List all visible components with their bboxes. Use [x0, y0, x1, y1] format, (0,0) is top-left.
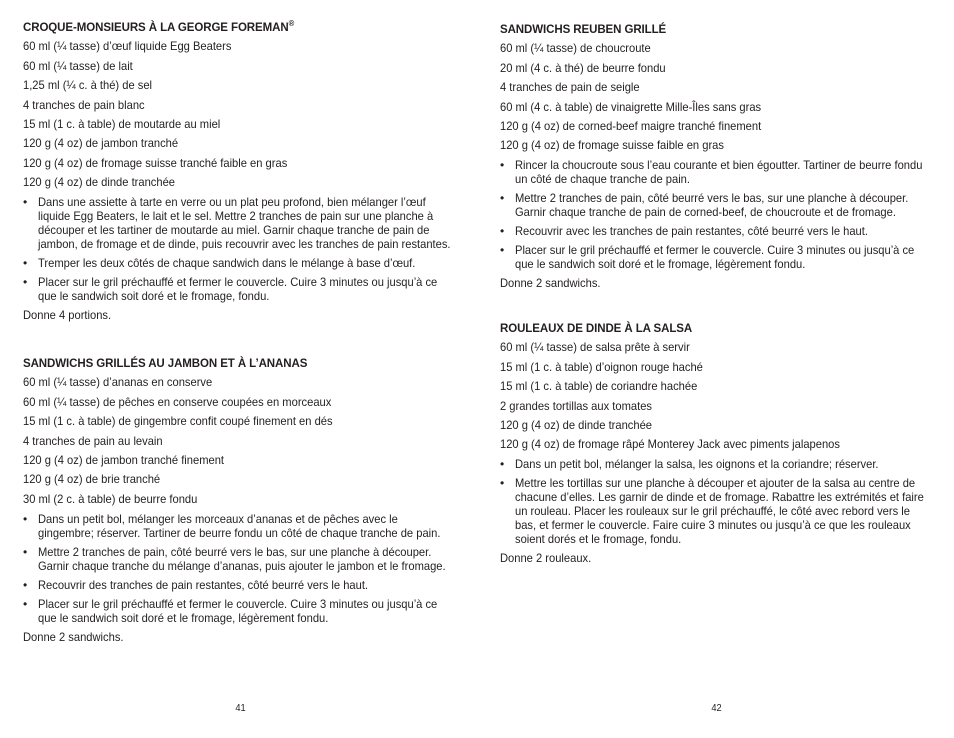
bullet-icon: • — [23, 596, 28, 611]
ingredient: 60 ml (¼ tasse) de pêches en conserve coupées en morceaux — [23, 394, 332, 409]
page-number-right: 42 — [711, 703, 722, 714]
ingredient: 120 g (4 oz) de fromage suisse tranché faible en gras — [23, 155, 288, 170]
bullet-icon: • — [23, 195, 28, 210]
left-page — [23, 0, 455, 738]
ingredient: 120 g (4 oz) de fromage suisse faible en gras — [500, 138, 724, 153]
recipe-title: CROQUE-MONSIEURS À LA GEORGE FOREMAN® — [23, 19, 295, 34]
recipe-title: ROULEAUX DE DINDE À LA SALSA — [500, 321, 693, 335]
step: • Rincer la choucroute sous l’eau courante et bien égoutter. Tartiner de beurre fondu un côté de chaque tranche de pain. — [500, 158, 922, 187]
bullet-icon: • — [23, 577, 28, 592]
recipe-croque-monsieurs — [23, 20, 455, 322]
step: • Dans un petit bol, mélanger les morceaux d’ananas et de pêches avec le gingembre; réserver. Tartiner de beurre fondu un côté de chaque tranche de pain. — [23, 511, 440, 540]
ingredient: 120 g (4 oz) de dinde tranchée — [500, 417, 653, 432]
ingredient: 4 tranches de pain de seigle — [500, 80, 640, 95]
ingredient: 60 ml (¼ tasse) de choucroute — [500, 41, 651, 56]
bullet-icon: • — [23, 511, 28, 526]
recipe-yield: Donne 4 portions. — [23, 308, 112, 323]
steps-list — [500, 457, 932, 546]
recipe-yield: Donne 2 sandwichs. — [500, 276, 601, 291]
bullet-icon: • — [500, 457, 505, 472]
recipe-title: SANDWICHS REUBEN GRILLÉ — [500, 22, 667, 36]
bullet-icon: • — [23, 256, 28, 271]
ingredient: 60 ml (¼ tasse) d’œuf liquide Egg Beaters — [23, 39, 232, 54]
bullet-icon: • — [23, 544, 28, 559]
ingredient: 15 ml (1 c. à table) de coriandre hachée — [500, 379, 698, 394]
steps-list — [500, 158, 932, 271]
ingredient: 30 ml (2 c. à table) de beurre fondu — [23, 491, 198, 506]
ingredient: 4 tranches de pain au levain — [23, 433, 163, 448]
bullet-icon: • — [23, 275, 28, 290]
ingredient: 120 g (4 oz) de brie tranché — [23, 472, 161, 487]
bullet-icon: • — [500, 224, 505, 239]
step: • Dans un petit bol, mélanger la salsa, les oignons et la coriandre; réserver. — [500, 457, 879, 472]
ingredient: 120 g (4 oz) de corned-beef maigre tranché finement — [500, 118, 762, 133]
step: • Placer sur le gril préchauffé et fermer le couvercle. Cuire 3 minutes ou jusqu’à ce que le sandwich soit doré et le fromage, légèrement fondu. — [500, 243, 914, 272]
recipe-yield: Donne 2 sandwichs. — [23, 629, 124, 644]
step: • Mettre 2 tranches de pain, côté beurré vers le bas, sur une planche à découper. Garnir chaque tranche de pain de corned-beef, de choucroute et de fromage. — [500, 191, 908, 220]
ingredient: 60 ml (4 c. à table) de vinaigrette Mille-Îles sans gras — [500, 99, 762, 114]
ingredient: 120 g (4 oz) de fromage râpé Monterey Jack avec piments jalapenos — [500, 437, 840, 452]
ingredient: 1,25 ml (¼ c. à thé) de sel — [23, 78, 153, 93]
recipe-reuben — [500, 22, 932, 290]
ingredient: 60 ml (¼ tasse) de salsa prête à servir — [500, 340, 690, 355]
ingredient: 60 ml (¼ tasse) d’ananas en conserve — [23, 375, 213, 390]
ingredient: 120 g (4 oz) de jambon tranché — [23, 136, 179, 151]
step: • Recouvrir avec les tranches de pain restantes, côté beurré vers le haut. — [500, 224, 868, 239]
step: • Mettre les tortillas sur une planche à découper et ajouter de la salsa au centre de chacune d’elles. Les garnir de dinde et de fromage. Rabattre les extrémités et faire un rouleau. Placer les rouleaux sur le gril préchauffé, le côté avec rebord vers le bas, et fermer le couvercle. Faire cuire 3 minutes ou jusqu’à ce que les rouleaux soient dorés et le fromage, fondu. — [500, 476, 924, 547]
recipe-title: SANDWICHS GRILLÉS AU JAMBON ET À L’ANANAS — [23, 356, 308, 370]
ingredient: 4 tranches de pain blanc — [23, 97, 145, 112]
ingredient: 2 grandes tortillas aux tomates — [500, 398, 652, 413]
bullet-icon: • — [500, 191, 505, 206]
recipe-jambon-ananas — [23, 356, 455, 644]
right-page — [500, 0, 932, 738]
recipe-rouleaux-dinde — [500, 321, 932, 565]
step: • Dans une assiette à tarte en verre ou un plat peu profond, bien mélanger l’œuf liquide Egg Beaters, le lait et le sel. Mettre 2 tranches de pain sur une planche à découper et les tartiner de moutarde au miel. Garnir chaque tranche de pain de jambon, de fromage et de dinde, puis recouvrir avec les tranches de pain restantes. — [23, 195, 451, 252]
page-number-left: 41 — [235, 703, 246, 714]
steps-list — [23, 512, 455, 625]
ingredient: 120 g (4 oz) de jambon tranché finement — [23, 452, 225, 467]
step: • Placer sur le gril préchauffé et fermer le couvercle. Cuire 3 minutes ou jusqu’à ce que le sandwich soit doré et le fromage, fondu. — [23, 275, 437, 304]
registered-mark: ® — [288, 19, 295, 28]
bullet-icon: • — [500, 476, 505, 491]
steps-list — [23, 195, 455, 303]
bullet-icon: • — [500, 158, 505, 173]
recipe-yield: Donne 2 rouleaux. — [500, 551, 592, 566]
ingredient: 15 ml (1 c. à table) de gingembre confit coupé finement en dés — [23, 414, 333, 429]
ingredient: 20 ml (4 c. à thé) de beurre fondu — [500, 60, 666, 75]
ingredient: 60 ml (¼ tasse) de lait — [23, 58, 133, 73]
step: • Placer sur le gril préchauffé et fermer le couvercle. Cuire 3 minutes ou jusqu’à ce que le sandwich soit doré et le fromage, légèrement fondu. — [23, 596, 437, 625]
ingredient: 15 ml (1 c. à table) d’oignon rouge haché — [500, 359, 703, 374]
step: • Tremper les deux côtés de chaque sandwich dans le mélange à base d’œuf. — [23, 256, 415, 271]
ingredient: 120 g (4 oz) de dinde tranchée — [23, 175, 176, 190]
step: • Mettre 2 tranches de pain, côté beurré vers le bas, sur une planche à découper. Garnir chaque tranche du mélange d’ananas, puis ajouter le jambon et le fromage. — [23, 544, 446, 573]
ingredient: 15 ml (1 c. à table) de moutarde au miel — [23, 116, 221, 131]
bullet-icon: • — [500, 243, 505, 258]
step: • Recouvrir des tranches de pain restantes, côté beurré vers le haut. — [23, 577, 368, 592]
